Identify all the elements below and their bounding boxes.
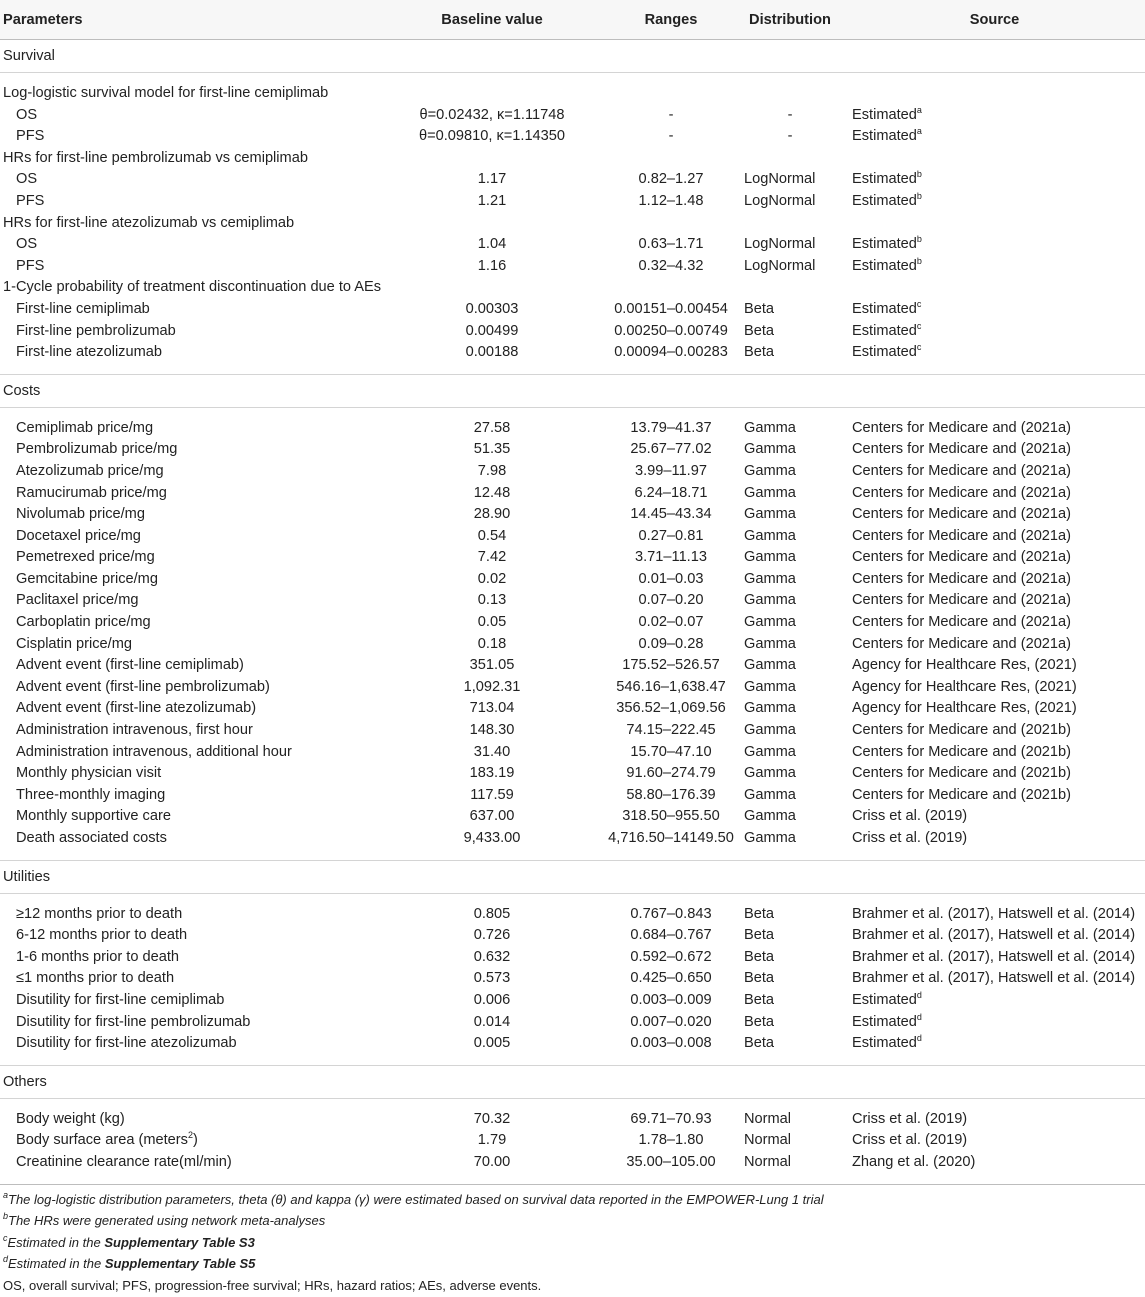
param-name: 1-6 months prior to death [16, 948, 180, 965]
range-value: 175.52–526.57 [622, 657, 720, 674]
table-row [0, 169, 1145, 191]
distribution-value: Gamma [744, 484, 796, 501]
source-value: Centers for Medicare and (2021a) [852, 506, 1072, 523]
source-value: Agency for Healthcare Res, (2021) [852, 657, 1077, 674]
source-value: Agency for Healthcare Res, (2021) [852, 700, 1077, 717]
param-name: Three-monthly imaging [16, 786, 166, 803]
range-value: 3.71–11.13 [635, 549, 707, 566]
baseline-value: 1.21 [477, 192, 507, 209]
range-value: 74.15–222.45 [626, 722, 716, 739]
distribution-value: Beta [744, 991, 775, 1008]
group-label: 1-Cycle probability of treatment discontinuation due to AEs [3, 279, 382, 296]
range-value: 0.003–0.008 [630, 1035, 712, 1052]
baseline-value: 1,092.31 [463, 678, 521, 695]
baseline-value: 70.32 [473, 1110, 511, 1127]
range-value: 0.425–0.650 [630, 970, 712, 987]
range-value: - [668, 128, 674, 145]
table-row [0, 828, 1145, 850]
table-row [0, 990, 1145, 1012]
distribution-value: - [787, 128, 793, 145]
group-label: HRs for first-line pembrolizumab vs cemiplimab [3, 149, 308, 166]
source-value: Estimated$^d$ [852, 989, 922, 1008]
baseline-value: 0.13 [477, 592, 507, 609]
param-name: Pemetrexed price/mg [16, 549, 155, 566]
baseline-value: 0.02 [477, 570, 507, 587]
source-value: Estimated$^a$ [852, 104, 922, 123]
source-value: Centers for Medicare and (2021b) [852, 786, 1072, 803]
range-value: 14.45–43.34 [630, 506, 712, 523]
group-row [0, 83, 1145, 105]
source-value: Estimated$^b$ [852, 255, 922, 274]
source-value: Centers for Medicare and (2021b) [852, 743, 1072, 760]
baseline-value: 51.35 [473, 441, 511, 458]
param-name: Disutility for first-line cemiplimab [16, 991, 225, 1008]
source-value: Centers for Medicare and (2021a) [852, 592, 1072, 609]
param-name: Advent event (first-line atezolizumab) [16, 700, 257, 717]
table-row [0, 947, 1145, 969]
source-value: Centers for Medicare and (2021a) [852, 549, 1072, 566]
distribution-value: Gamma [744, 570, 796, 587]
range-value: 0.003–0.009 [630, 991, 712, 1008]
param-name: 6-12 months prior to death [16, 927, 188, 944]
baseline-value: 0.00188 [465, 344, 519, 361]
table-row [0, 1033, 1145, 1055]
param-name: Administration intravenous, first hour [16, 722, 253, 739]
source-value: Criss et al. (2019) [852, 1132, 968, 1149]
range-value: 356.52–1,069.56 [616, 700, 726, 717]
source-value: Estimated$^a$ [852, 126, 922, 145]
table-row [0, 590, 1145, 612]
table-row [0, 634, 1145, 656]
table-row [0, 655, 1145, 677]
table-row [0, 547, 1145, 569]
distribution-value: Gamma [744, 614, 796, 631]
baseline-value: 148.30 [469, 722, 515, 739]
range-value: 69.71–70.93 [630, 1110, 712, 1127]
range-value: 0.32–4.32 [638, 257, 704, 274]
table-row [0, 342, 1145, 364]
distribution-value: Beta [744, 1013, 775, 1030]
baseline-value: 1.17 [477, 171, 507, 188]
section-title: Others [0, 1065, 1145, 1098]
param-name: ≤1 months prior to death [16, 970, 175, 987]
range-value: 0.07–0.20 [638, 592, 704, 609]
section-row-others [0, 1065, 1145, 1098]
source-value: Brahmer et al. (2017), Hatswell et al. (2014) [852, 970, 1136, 987]
param-name: Monthly physician visit [16, 765, 162, 782]
distribution-value: LogNormal [744, 236, 816, 253]
baseline-value: 117.59 [470, 786, 514, 803]
source-value: Brahmer et al. (2017), Hatswell et al. (2014) [852, 948, 1136, 965]
baseline-value: 713.04 [469, 700, 515, 717]
source-value: Agency for Healthcare Res, (2021) [852, 678, 1077, 695]
range-value: 318.50–955.50 [622, 808, 720, 825]
spacer-row [0, 893, 1145, 904]
distribution-value: Beta [744, 970, 775, 987]
distribution-value: Gamma [744, 506, 796, 523]
distribution-value: Gamma [744, 592, 796, 609]
table-row [0, 483, 1145, 505]
range-value: - [668, 106, 674, 123]
distribution-value: Gamma [744, 722, 796, 739]
table-body [0, 40, 1145, 1185]
range-value: 1.12–1.48 [638, 192, 704, 209]
baseline-value: 0.05 [477, 614, 507, 631]
baseline-value: 0.014 [473, 1013, 511, 1030]
group-label: Log-logistic survival model for first-line cemiplimab [3, 85, 329, 101]
source-value: Criss et al. (2019) [852, 830, 968, 846]
baseline-value: 0.00303 [465, 300, 519, 317]
table-row [0, 763, 1145, 785]
group-row [0, 277, 1145, 299]
distribution-value: Gamma [744, 700, 796, 717]
baseline-value: 0.006 [473, 991, 511, 1008]
range-value: 6.24–18.71 [634, 484, 708, 501]
distribution-value: Gamma [744, 419, 796, 436]
spacer-row [0, 364, 1145, 375]
param-name: First-line pembrolizumab [16, 322, 176, 339]
param-name: Docetaxel price/mg [16, 527, 141, 544]
spacer-row [0, 1098, 1145, 1109]
distribution-value: Gamma [744, 765, 796, 782]
distribution-value: LogNormal [744, 192, 816, 209]
param-name: Disutility for first-line pembrolizumab [16, 1013, 251, 1030]
distribution-value: Gamma [744, 678, 796, 695]
source-value: Centers for Medicare and (2021a) [852, 441, 1072, 458]
source-value: Estimated$^d$ [852, 1033, 922, 1052]
table-row [0, 461, 1145, 483]
range-value: 58.80–176.39 [626, 786, 716, 803]
baseline-value: 1.16 [477, 257, 507, 274]
section-title: Survival [0, 40, 1145, 73]
distribution-value: LogNormal [744, 257, 816, 274]
group-label: HRs for first-line atezolizumab vs cemiplimab [3, 214, 295, 231]
distribution-value: Gamma [744, 743, 796, 760]
source-value: Centers for Medicare and (2021a) [852, 635, 1072, 652]
source-value: Centers for Medicare and (2021a) [852, 484, 1072, 501]
baseline-value: 0.54 [477, 527, 507, 544]
distribution-value: Gamma [744, 635, 796, 652]
table-row [0, 1012, 1145, 1034]
table-row [0, 904, 1145, 926]
source-value: Estimated$^b$ [852, 190, 922, 209]
param-name: OS [16, 106, 38, 123]
range-value: 0.27–0.81 [638, 527, 704, 544]
distribution-value: LogNormal [744, 171, 816, 188]
param-name: ≥12 months prior to death [16, 905, 183, 922]
baseline-value: 1.79 [477, 1132, 507, 1149]
table-row [0, 504, 1145, 526]
distribution-value: Normal [744, 1132, 792, 1149]
range-value: 0.00250–0.00749 [614, 322, 728, 339]
header-ranges: Ranges [606, 0, 736, 40]
range-value: 15.70–47.10 [630, 743, 712, 760]
source-value: Estimated$^d$ [852, 1011, 922, 1030]
distribution-value: Gamma [744, 441, 796, 458]
source-value: Centers for Medicare and (2021a) [852, 419, 1072, 436]
source-value: Zhang et al. (2020) [852, 1153, 976, 1170]
param-name: Paclitaxel price/mg [16, 592, 139, 609]
table-row [0, 569, 1145, 591]
spacer-row [0, 73, 1145, 84]
table-row [0, 968, 1145, 990]
distribution-value: Gamma [744, 462, 796, 479]
param-name: Cisplatin price/mg [16, 635, 132, 652]
baseline-value: 1.04 [477, 236, 507, 253]
table-row [0, 191, 1145, 213]
param-name: Atezolizumab price/mg [16, 462, 164, 479]
range-value: 0.02–0.07 [638, 614, 704, 631]
param-name: OS [16, 171, 38, 188]
header-source: Source [844, 0, 1145, 40]
baseline-value: 27.58 [473, 419, 511, 436]
baseline-value: 0.805 [473, 905, 511, 922]
baseline-value: 0.18 [477, 635, 507, 652]
section-row-costs [0, 374, 1145, 407]
param-name: Monthly supportive care [16, 808, 171, 825]
baseline-value: 31.40 [473, 743, 511, 760]
param-name: Body surface area (meters$^2$) [16, 1130, 198, 1149]
distribution-value: Normal [744, 1110, 792, 1127]
section-row-utilities [0, 860, 1145, 893]
baseline-value: 12.48 [473, 484, 511, 501]
source-value: Estimated$^c$ [852, 320, 922, 339]
table-row [0, 256, 1145, 278]
table-row [0, 234, 1145, 256]
range-value: 1.78–1.80 [638, 1132, 704, 1149]
distribution-value: Beta [744, 905, 775, 922]
table-row [0, 720, 1145, 742]
footnote-d: $^d$Estimated in the Supplementary Table S5 [3, 1254, 256, 1272]
spacer-row [0, 850, 1145, 861]
baseline-value: 9,433.00 [463, 830, 521, 846]
baseline-value: 183.19 [469, 765, 515, 782]
range-value: 91.60–274.79 [626, 765, 716, 782]
table-row [0, 321, 1145, 343]
table-row [0, 126, 1145, 148]
distribution-value: Gamma [744, 527, 796, 544]
param-name: Administration intravenous, additional hour [16, 743, 292, 760]
param-name: First-line cemiplimab [16, 300, 150, 317]
range-value: 25.67–77.02 [630, 441, 712, 458]
table-row [0, 526, 1145, 548]
section-title: Costs [0, 374, 1145, 407]
table-header [0, 0, 1145, 40]
source-value: Estimated$^c$ [852, 298, 922, 317]
param-name: Body weight (kg) [16, 1110, 125, 1127]
distribution-value: Beta [744, 948, 775, 965]
table-row [0, 418, 1145, 440]
header-parameters: Parameters [0, 0, 378, 40]
footnote-b: $^b$The HRs were generated using network meta-analyses [3, 1211, 326, 1229]
distribution-value: Gamma [744, 808, 796, 825]
param-name: Nivolumab price/mg [16, 506, 145, 523]
table-row [0, 439, 1145, 461]
range-value: 3.99–11.97 [635, 462, 707, 479]
param-name: Advent event (first-line pembrolizumab) [16, 678, 270, 695]
baseline-value: 0.726 [473, 927, 511, 944]
distribution-value: Beta [744, 344, 775, 361]
param-name: Creatinine clearance rate(ml/min) [16, 1153, 232, 1170]
source-value: Estimated$^b$ [852, 234, 922, 253]
footnote-abbreviations: OS, overall survival; PFS, progression-free survival; HRs, hazard ratios; AEs, adverse events. [3, 1277, 542, 1293]
range-value: 0.00151–0.00454 [614, 300, 728, 317]
distribution-value: Normal [744, 1153, 792, 1170]
range-value: 0.01–0.03 [638, 570, 704, 587]
distribution-value: Beta [744, 927, 775, 944]
range-value: 35.00–105.00 [626, 1153, 716, 1170]
table-row [0, 742, 1145, 764]
param-name: Disutility for first-line atezolizumab [16, 1035, 237, 1052]
section-row-survival [0, 40, 1145, 73]
header-baseline: Baseline value [378, 0, 606, 40]
range-value: 546.16–1,638.47 [616, 678, 726, 695]
table-row [0, 925, 1145, 947]
baseline-value: 28.90 [473, 506, 511, 523]
baseline-value: 0.00499 [465, 322, 519, 339]
range-value: 0.767–0.843 [630, 905, 712, 922]
table-row [0, 1152, 1145, 1174]
footnote-a: $^a$The log-logistic distribution parameters, theta (θ) and kappa (γ) were estimated based on survival data reported in the EMPOWER-Lung 1 trial [3, 1189, 824, 1207]
param-name: Death associated costs [16, 830, 167, 846]
source-value: Brahmer et al. (2017), Hatswell et al. (2014) [852, 927, 1136, 944]
source-value: Centers for Medicare and (2021b) [852, 765, 1072, 782]
table-row [0, 1109, 1145, 1131]
spacer-row [0, 1174, 1145, 1185]
range-value: 13.79–41.37 [630, 419, 712, 436]
table-row [0, 299, 1145, 321]
source-value: Estimated$^c$ [852, 342, 922, 361]
range-value: 0.684–0.767 [630, 927, 712, 944]
distribution-value: Beta [744, 300, 775, 317]
param-name: PFS [16, 192, 45, 209]
distribution-value: - [787, 106, 793, 123]
param-name: Gemcitabine price/mg [16, 570, 158, 587]
baseline-value: θ=0.09810, κ=1.14350 [418, 128, 566, 145]
group-row [0, 213, 1145, 235]
baseline-value: 0.573 [473, 970, 511, 987]
param-name: Carboplatin price/mg [16, 614, 151, 631]
distribution-value: Gamma [744, 830, 796, 846]
baseline-value: 7.42 [477, 549, 507, 566]
range-value: 0.00094–0.00283 [614, 344, 728, 361]
range-value: 0.007–0.020 [630, 1013, 712, 1030]
baseline-value: 0.632 [473, 948, 511, 965]
source-value: Centers for Medicare and (2021a) [852, 614, 1072, 631]
table-row [0, 785, 1145, 807]
param-name: Cemiplimab price/mg [16, 419, 154, 436]
source-value: Criss et al. (2019) [852, 1110, 968, 1127]
param-name: PFS [16, 128, 45, 145]
group-row [0, 148, 1145, 170]
table-row [0, 806, 1145, 828]
baseline-value: 7.98 [477, 462, 507, 479]
param-name: Pembrolizumab price/mg [16, 441, 178, 458]
table-row [0, 105, 1145, 127]
range-value: 0.82–1.27 [638, 171, 704, 188]
baseline-value: 70.00 [473, 1153, 511, 1170]
param-name: OS [16, 236, 38, 253]
range-value: 0.09–0.28 [638, 635, 704, 652]
distribution-value: Beta [744, 322, 775, 339]
range-value: 4,716.50–14149.50 [608, 830, 734, 846]
table-row [0, 612, 1145, 634]
param-name: Ramucirumab price/mg [16, 484, 167, 501]
source-value: Centers for Medicare and (2021a) [852, 570, 1072, 587]
source-value: Criss et al. (2019) [852, 808, 968, 825]
spacer-row [0, 407, 1145, 418]
footnote-c: $^c$Estimated in the Supplementary Table S3 [3, 1232, 255, 1250]
param-name: PFS [16, 257, 45, 274]
baseline-value: 0.005 [473, 1035, 511, 1052]
distribution-value: Beta [744, 1035, 775, 1052]
table-row [0, 698, 1145, 720]
footnotes [0, 1185, 1145, 1297]
header-distribution: Distribution [736, 0, 844, 40]
distribution-value: Gamma [744, 657, 796, 674]
section-title: Utilities [0, 860, 1145, 893]
table-row [0, 1130, 1145, 1152]
baseline-value: 637.00 [469, 808, 515, 825]
spacer-row [0, 1055, 1145, 1066]
source-value: Brahmer et al. (2017), Hatswell et al. (2014) [852, 905, 1136, 922]
table-row [0, 677, 1145, 699]
distribution-value: Gamma [744, 786, 796, 803]
param-name: First-line atezolizumab [16, 344, 162, 361]
param-name: Advent event (first-line cemiplimab) [16, 657, 244, 674]
source-value: Centers for Medicare and (2021b) [852, 722, 1072, 739]
source-value: Estimated$^b$ [852, 169, 922, 188]
baseline-value: 351.05 [469, 657, 515, 674]
range-value: 0.592–0.672 [630, 948, 712, 965]
baseline-value: θ=0.02432, κ=1.11748 [419, 106, 565, 123]
source-value: Centers for Medicare and (2021a) [852, 527, 1072, 544]
distribution-value: Gamma [744, 549, 796, 566]
source-value: Centers for Medicare and (2021a) [852, 462, 1072, 479]
range-value: 0.63–1.71 [638, 236, 704, 253]
